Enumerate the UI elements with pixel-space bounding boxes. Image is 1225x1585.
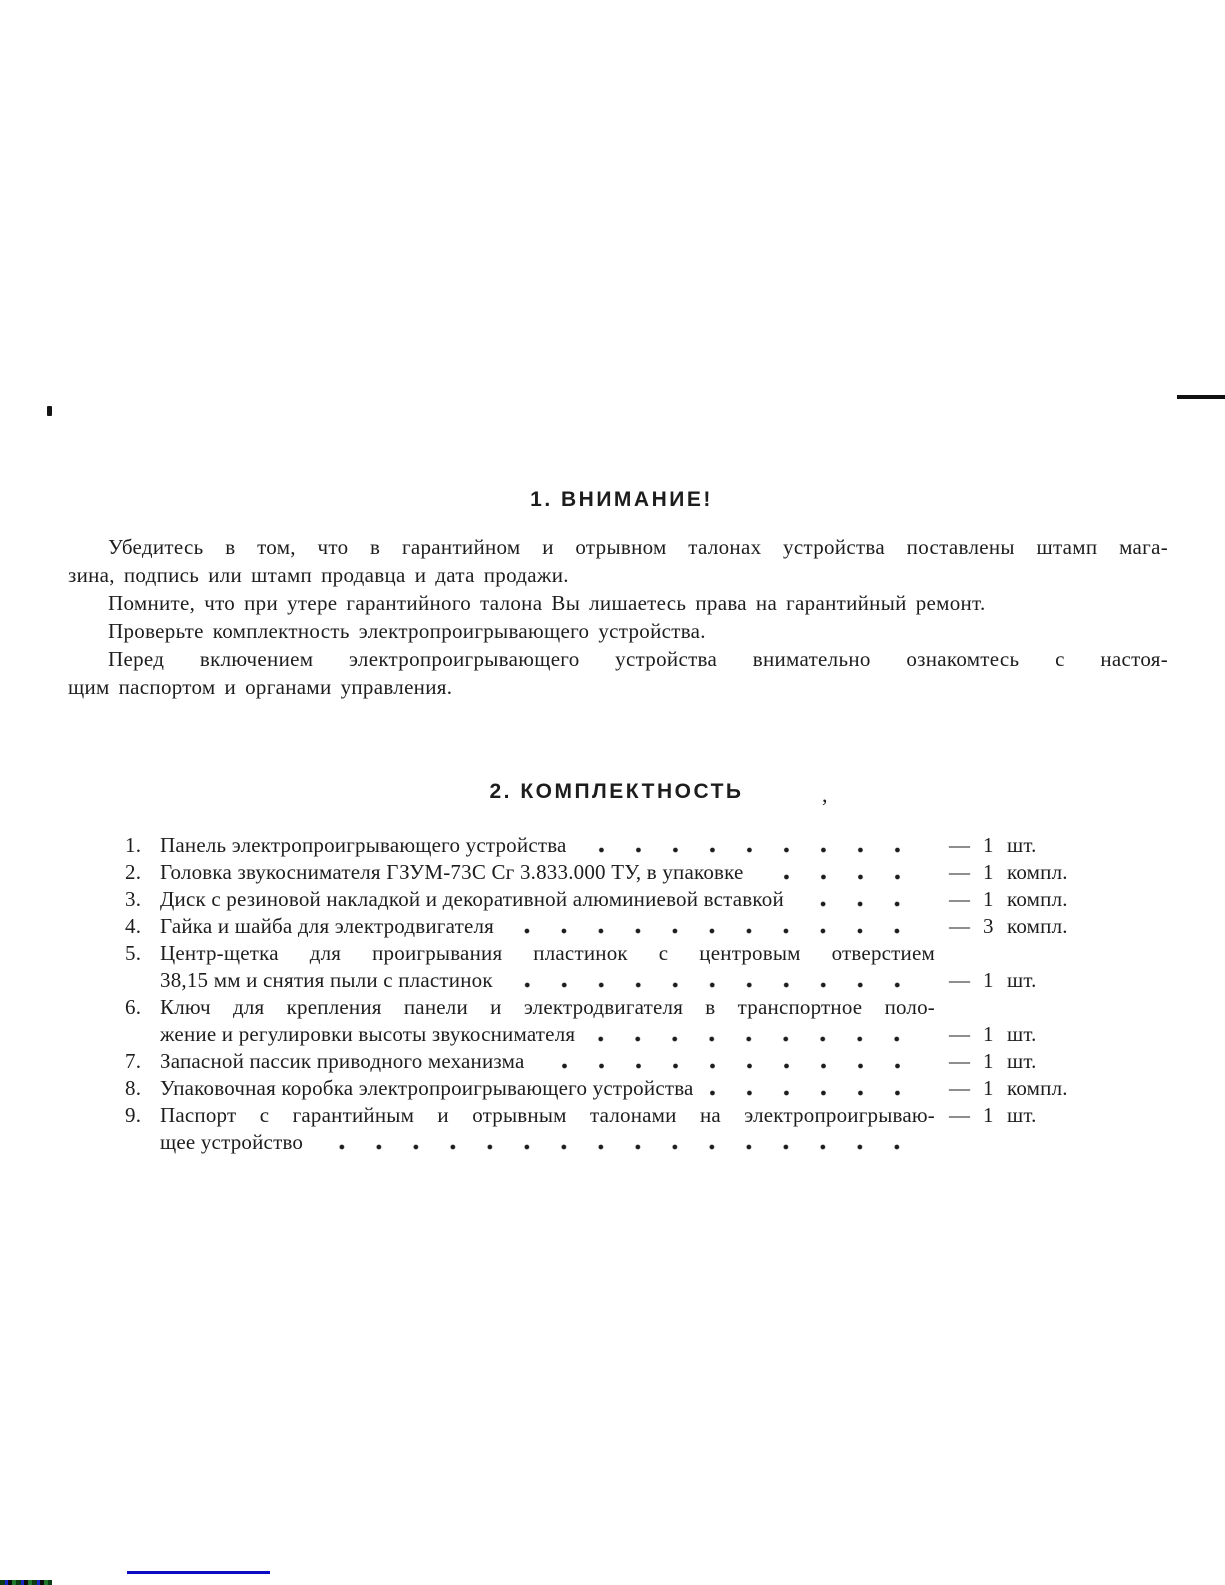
section-heading-attention: 1. ВНИМАНИЕ! (530, 488, 713, 511)
quantity-unit: шт. (1007, 1022, 1037, 1046)
item-quantity (935, 967, 1095, 994)
item-text-area (160, 913, 935, 940)
paragraph (68, 533, 1168, 589)
item-text-area (160, 967, 935, 994)
item-text: Панель электропроигрывающего устройства (160, 833, 567, 857)
item-text-area (160, 1021, 935, 1048)
item-quantity (935, 886, 1095, 913)
quantity-count: 1 (983, 1049, 994, 1073)
quantity-unit: шт. (1007, 833, 1037, 857)
attention-paragraphs (68, 533, 1168, 701)
paragraph-line: Помните, что при утере гарантийного талона Вы лишаетесь права на гарантийный ремонт. (108, 591, 986, 615)
item-number: 5. (125, 941, 142, 965)
item-quantity (935, 1048, 1095, 1075)
paragraph-line: Перед включением электропроигрывающего устройства внимательно ознакомтесь с настоя- (108, 647, 1168, 671)
paragraph (68, 589, 1168, 617)
quantity-count: 1 (983, 1103, 994, 1127)
list-line (125, 1048, 1095, 1075)
item-number: 1. (125, 833, 142, 857)
item-quantity (935, 1075, 1095, 1102)
item-text-area: Ключ для крепления панели и электродвигателя в транспортное поло- (160, 995, 935, 1019)
item-quantity (935, 913, 1095, 940)
dot-leader (583, 846, 931, 855)
item-number: 4. (125, 914, 142, 938)
item-text-area (160, 859, 935, 886)
item-text: жение и регулировки высоты звукоснимателя (160, 1022, 576, 1046)
item-text-area: Паспорт с гарантийным и отрывным талонами на электропроигрываю- (160, 1103, 935, 1127)
paragraph-line: зина, подпись или штамп продавца и дата продажи. (68, 563, 569, 587)
item-number: 8. (125, 1076, 142, 1100)
list-line (125, 1075, 1095, 1102)
quantity-dash: — (949, 914, 971, 938)
dot-leader (710, 1089, 931, 1098)
footer-underline (127, 1571, 270, 1574)
dot-leader (591, 1035, 931, 1044)
item-text: щее устройство (160, 1130, 304, 1154)
dot-leader (541, 1062, 932, 1071)
item-text: Головка звукоснимателя ГЗУМ-73С Сг 3.833.000 ТУ, в упаковке (160, 860, 744, 884)
dot-leader (760, 873, 931, 882)
item-text: Запасной пассик приводного механизма (160, 1049, 525, 1073)
dot-leader (510, 927, 931, 936)
item-quantity (935, 832, 1095, 859)
quantity-unit: компл. (1007, 1076, 1068, 1100)
quantity-unit: шт. (1007, 1049, 1037, 1073)
item-number: 7. (125, 1049, 142, 1073)
list-line (125, 1102, 1095, 1129)
list-line (125, 1129, 1095, 1156)
quantity-count: 3 (983, 914, 994, 938)
quantity-dash: — (949, 968, 971, 992)
scan-corner-artifact (0, 1580, 52, 1585)
item-quantity (935, 1021, 1095, 1048)
quantity-unit: компл. (1007, 887, 1068, 911)
section-heading-completeness: 2. КОМПЛЕКТНОСТЬ (489, 780, 744, 803)
item-text-area (160, 832, 935, 859)
quantity-unit: шт. (1007, 1103, 1037, 1127)
quantity-dash: — (949, 1103, 971, 1127)
quantity-dash: — (949, 1049, 971, 1073)
page-edge-line (1177, 395, 1225, 399)
quantity-dash: — (949, 887, 971, 911)
quantity-count: 1 (983, 887, 994, 911)
item-text-area (160, 886, 935, 913)
item-text: Диск с резиновой накладкой и декоративной алюминиевой вставкой (160, 887, 784, 911)
dot-leader (800, 900, 931, 909)
paragraph (68, 645, 1168, 701)
list-line (125, 994, 1095, 1021)
quantity-dash: — (949, 1076, 971, 1100)
paragraph-line: Проверьте комплектность электропроигрывающего устройства. (108, 619, 706, 643)
dot-leader (319, 1143, 931, 1152)
list-line (125, 1021, 1095, 1048)
item-quantity (935, 1102, 1095, 1129)
list-line (125, 940, 1095, 967)
quantity-count: 1 (983, 1076, 994, 1100)
item-text-area (160, 1048, 935, 1075)
quantity-dash: — (949, 860, 971, 884)
list-line (125, 832, 1095, 859)
list-line (125, 967, 1095, 994)
scan-speck-artifact (47, 406, 52, 416)
list-line (125, 886, 1095, 913)
quantity-unit: компл. (1007, 860, 1068, 884)
quantity-count: 1 (983, 1022, 994, 1046)
item-text: Гайка и шайба для электродвигателя (160, 914, 495, 938)
item-text: Упаковочная коробка электропроигрывающего устройства (160, 1076, 694, 1100)
quantity-count: 1 (983, 968, 994, 992)
quantity-dash: — (949, 833, 971, 857)
quantity-dash: — (949, 1022, 971, 1046)
item-number: 2. (125, 860, 142, 884)
item-text-area (160, 1129, 935, 1156)
item-text: 38,15 мм и снятия пыли с пластинок (160, 968, 493, 992)
item-quantity (935, 859, 1095, 886)
item-number: 6. (125, 995, 142, 1019)
paragraph-line: Убедитесь в том, что в гарантийном и отрывном талонах устройства поставлены штамп мага- (108, 535, 1168, 559)
list-line (125, 913, 1095, 940)
stray-comma-mark: , (822, 782, 828, 807)
list-line (125, 859, 1095, 886)
item-text-area: Центр-щетка для проигрывания пластинок с центровым отверстием (160, 941, 935, 965)
paragraph-line: щим паспортом и органами управления. (68, 675, 453, 699)
item-number: 3. (125, 887, 142, 911)
quantity-unit: компл. (1007, 914, 1068, 938)
quantity-count: 1 (983, 860, 994, 884)
paragraph (68, 617, 1168, 645)
dot-leader (509, 981, 931, 990)
item-number: 9. (125, 1103, 142, 1127)
completeness-list (125, 832, 1095, 1156)
quantity-unit: шт. (1007, 968, 1037, 992)
item-text-area (160, 1075, 935, 1102)
quantity-count: 1 (983, 833, 994, 857)
